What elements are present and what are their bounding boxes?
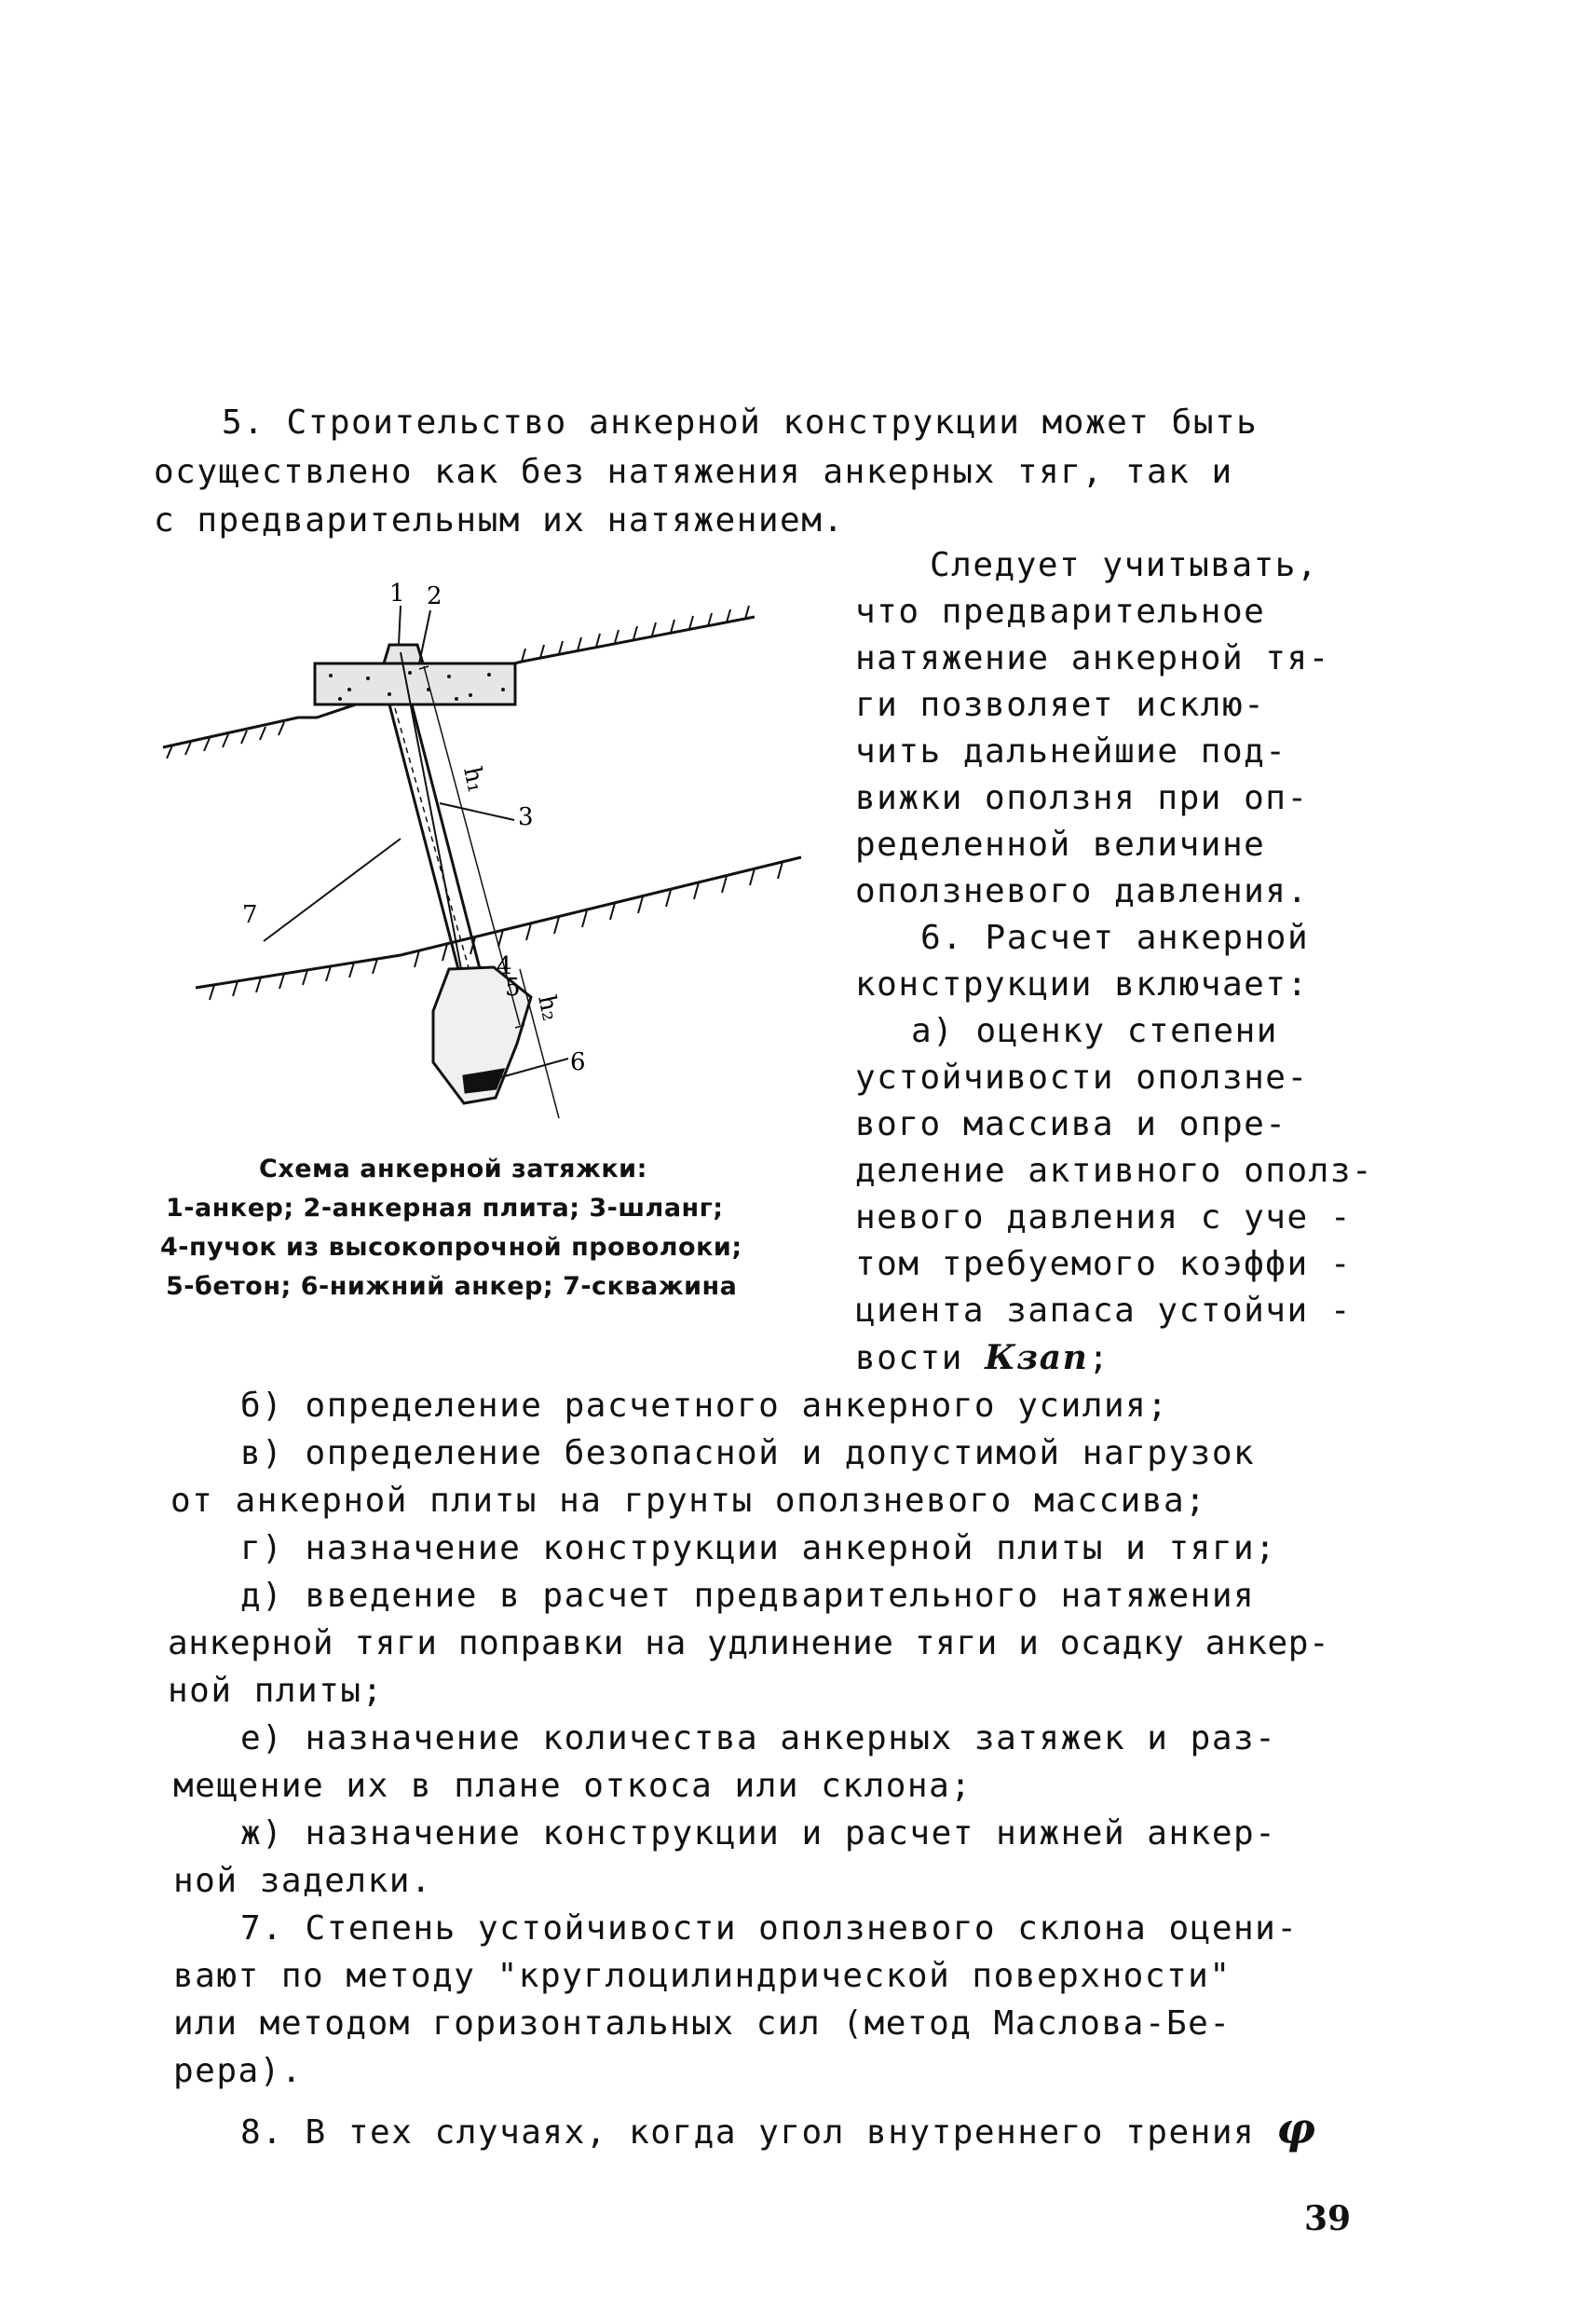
figure-caption-line-3: 4-пучок из высокопрочной проволоки;	[160, 1233, 742, 1262]
item-d-line-2: анкерной тяги поправки на удлинение тяги и осадку анкер-	[168, 1624, 1330, 1662]
right-col-line-5: чить дальнейшие под-	[855, 732, 1287, 771]
paragraph-7-line-2: вают по методу "круглоцилиндрической поверхности"	[173, 1957, 1232, 1995]
item-d-line-3: ной плиты;	[168, 1672, 384, 1710]
anchor-tie-diagram	[149, 559, 838, 1128]
right-col-line-8: оползневого давления.	[855, 872, 1309, 910]
paragraph-7-line-4: рера).	[173, 2052, 304, 2090]
right-col-line-16: том требуемого коэффи -	[855, 1245, 1352, 1283]
right-col-line-12: устойчивости оползне-	[855, 1059, 1309, 1097]
label-5: 5	[505, 974, 521, 1002]
right-col-line-18	[855, 1337, 1109, 1379]
right-col-line-3: натяжение анкерной тя-	[855, 639, 1330, 677]
paragraph-8-text: 8. В тех случаях, когда угол внутреннего трения	[240, 2113, 1256, 2152]
page-number: 39	[1304, 2199, 1352, 2238]
right-col-line-15: невого давления с уче -	[855, 1198, 1352, 1237]
item-e-line-1: е) назначение количества анкерных затяжек и раз-	[240, 1719, 1277, 1757]
right-col-line-1: Следует учитывать,	[930, 546, 1319, 584]
figure-caption-title: Схема анкерной затяжки:	[259, 1155, 647, 1183]
right-col-line-17: циента запаса устойчи -	[855, 1292, 1352, 1330]
item-zh-line-1: ж) назначение конструкции и расчет нижней анкер-	[240, 1814, 1277, 1852]
right-col-line-13: вого массива и опре-	[855, 1105, 1287, 1143]
paragraph-7-line-3: или методом горизонтальных сил (метод Маслова-Бе-	[173, 2004, 1232, 2043]
paragraph-8-line-1	[240, 2103, 1317, 2153]
label-7: 7	[242, 901, 258, 929]
label-h2: h₂	[532, 992, 565, 1024]
phi-symbol: φ	[1276, 2103, 1317, 2153]
item-g-line: г) назначение конструкции анкерной плиты и тяги;	[240, 1529, 1277, 1567]
item-v-line-2: от анкерной плиты на грунты оползневого массива;	[170, 1482, 1207, 1520]
anchor-plate	[315, 663, 515, 704]
label-h1: h₁	[457, 764, 491, 796]
label-6: 6	[570, 1048, 586, 1076]
anchor-head	[384, 645, 423, 663]
figure-caption-line-4: 5-бетон; 6-нижний анкер; 7-скважина	[166, 1272, 738, 1301]
paragraph-5-line-1: 5. Строительство анкерной конструкции может быть	[222, 403, 1259, 442]
dimension-h2	[520, 969, 559, 1118]
item-b-line: б) определение расчетного анкерного усилия;	[240, 1387, 1169, 1425]
right-col-line-4: ги позволяет исклю-	[855, 686, 1266, 724]
paragraph-5-line-2: осуществлено как без натяжения анкерных тяг, так и	[154, 453, 1233, 491]
item-v-line-1: в) определение безопасной и допустимой нагрузок	[240, 1434, 1256, 1472]
semicolon: ;	[1088, 1339, 1110, 1377]
vosti-text: вости	[855, 1339, 963, 1377]
k-zap-symbol: Кзап	[985, 1338, 1089, 1377]
item-e-line-2: мещение их в плане откоса или склона;	[173, 1767, 973, 1805]
label-2: 2	[427, 582, 442, 610]
right-col-line-9: 6. Расчет анкерной	[920, 919, 1310, 957]
right-col-line-14: деление активного ополз-	[855, 1152, 1374, 1190]
right-col-line-11: а) оценку степени	[911, 1012, 1278, 1050]
paragraph-7-line-1: 7. Степень устойчивости оползневого склона оцени-	[240, 1909, 1299, 1948]
label-1: 1	[389, 580, 405, 608]
item-d-line-1: д) введение в расчет предварительного натяжения	[240, 1577, 1256, 1615]
figure-caption-line-2: 1-анкер; 2-анкерная плита; 3-шланг;	[166, 1194, 724, 1223]
paragraph-5-line-3: с предварительным их натяжением.	[154, 501, 845, 540]
right-col-line-7: ределенной величине	[855, 826, 1266, 864]
item-zh-line-2: ной заделки.	[173, 1862, 433, 1900]
right-col-line-10: конструкции включает:	[855, 965, 1309, 1004]
right-col-line-2: что предварительное	[855, 593, 1266, 631]
label-3: 3	[518, 803, 534, 831]
label-4: 4	[497, 952, 512, 980]
right-col-line-6: вижки оползня при оп-	[855, 779, 1309, 817]
